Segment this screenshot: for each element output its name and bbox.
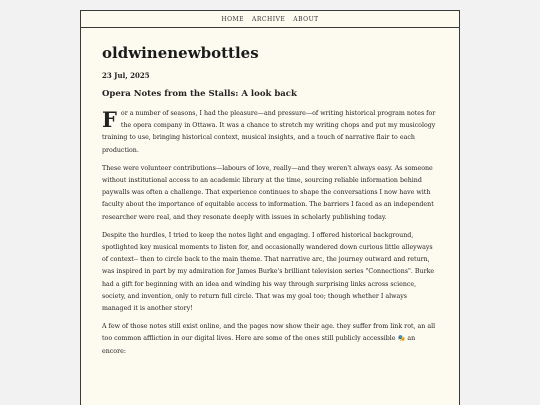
nav-home-link[interactable]: HOME	[221, 15, 245, 23]
paragraph-4: A few of those notes still exist online, and the pages now show their age. they suffer from link rot, an all too common affliction in our digital lives. Here are some of the ones still publicly accessible 🎭 an encore:	[102, 323, 436, 355]
drop-cap: F	[102, 107, 117, 132]
paragraph-1	[102, 108, 438, 157]
nav-archive-link[interactable]: ARCHIVE	[252, 15, 286, 23]
post-date: 23 Jul, 2025	[102, 71, 150, 80]
paragraph-1-text: or a number of seasons, I had the pleasure—and pressure—of writing historical program notes for the opera company in Ottawa. It was a chance to stretch my writing chops and put my musicology training to use, bringing historical context, musical insights, and a touch of narrative flair to each production.	[102, 110, 436, 154]
paragraph-3: Despite the hurdles, I tried to keep the notes light and engaging. I offered historical background, spotlighted key musical moments to listen for, and occasionally wandered down curious little alleyways of context-- then to circle back to the main theme. That narrative arc, the journey outward and return, was inspired in part by my admiration for James Burke's brilliant television series "Connections". Burke had a gift for beginning with an idea and winding his way through surprising links across science, society, and invention, only to return full circle. That was my goal too; though whether I always managed it is another story!	[102, 231, 435, 313]
page-container	[80, 10, 460, 405]
nav-about-link[interactable]: ABOUT	[293, 15, 319, 23]
site-title[interactable]: oldwinenewbottles	[102, 44, 259, 62]
main-content	[81, 28, 459, 358]
top-nav	[81, 11, 459, 28]
post-title[interactable]: Opera Notes from the Stalls: A look back	[102, 89, 297, 99]
paragraph-2: These were volunteer contributions—labours of love, really—and they weren't always easy. As someone without institutional access to an academic library at the time, sourcing reliable information behind paywalls was often a challenge. That experience continues to shape the conversations I now have with faculty about the importance of equitable access to information. The barriers I faced as an independent researcher were real, and they resonate deeply with issues in scholarly publishing today.	[102, 164, 434, 221]
